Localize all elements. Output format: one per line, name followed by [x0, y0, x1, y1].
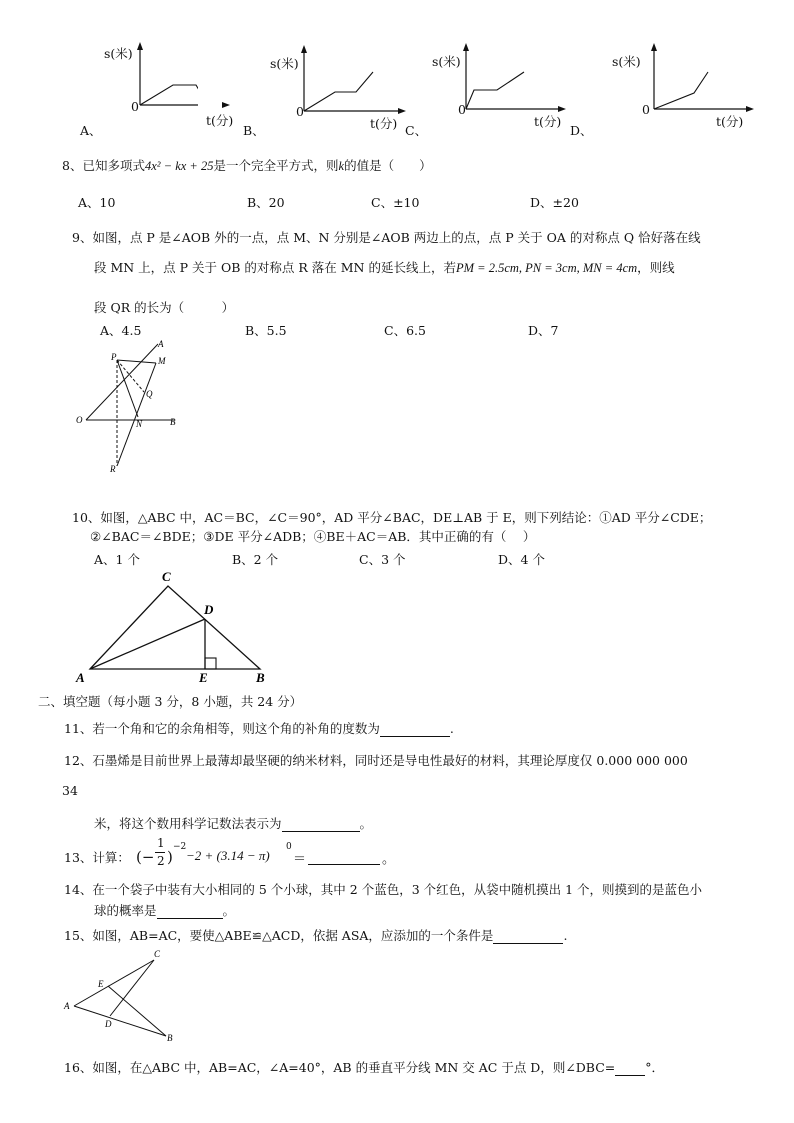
q11-end: .	[449, 721, 454, 736]
q15-figure	[60, 946, 190, 1046]
question-15	[64, 926, 567, 944]
q14-answer-blank[interactable]	[157, 903, 223, 919]
q9-option-a[interactable]: A、4.5	[100, 323, 142, 338]
q10-label-a: A	[76, 670, 85, 684]
graph-a-x-label: t(分)	[206, 113, 234, 128]
q8-option-c[interactable]: C、±10	[371, 195, 420, 210]
q12-line1: 12、石墨烯是目前世界上最薄却最坚硬的纳米材料，同时还是导电性最好的材料，其理论厚度仅 0.000 000 000	[64, 753, 688, 768]
q15-label-b: B	[167, 1033, 173, 1043]
q8-tail: 的值是（ ）	[344, 158, 432, 173]
q12-end: 。	[359, 816, 373, 831]
q16-text: 16、如图，在△ABC 中，AB=AC，∠A=40°，AB 的垂直平分线 MN 交 AC 于点 D，则∠DBC=	[64, 1060, 616, 1075]
q15-text: 15、如图，AB=AC，要使△ABE≌△ACD，依据 ASA，应添加的一个条件是	[64, 928, 494, 943]
q9-option-c[interactable]: C、6.5	[384, 323, 426, 338]
q10-line1: 10、如图，△ABC 中，AC＝BC，∠C＝90°，AD 平分∠BAC，DE⊥AB 于 E，则下列结论：①AD 平分∠CDE；	[72, 510, 712, 525]
q9-line1: 9、如图，点 P 是∠AOB 外的一点，点 M、N 分别是∠AOB 两边上的点，点 P 关于 OA 的对称点 Q 恰好落在线	[72, 230, 701, 245]
graph-b-option-label: B、	[243, 123, 265, 138]
q13-denominator: 2	[157, 854, 165, 868]
question-8	[62, 156, 432, 174]
q14-line2	[94, 901, 235, 919]
q9-label-m: M	[158, 356, 166, 366]
q10-option-c[interactable]: C、3 个	[359, 552, 406, 567]
section-2-title: 二、填空题（每小题 3 分，8 小题，共 24 分）	[38, 694, 303, 709]
q9-label-q: Q	[146, 389, 153, 399]
q8-option-d[interactable]: D、±20	[530, 195, 579, 210]
graph-d-x-label: t(分)	[716, 114, 744, 129]
q13-right-paren: )	[167, 848, 173, 866]
q8-option-b[interactable]: B、20	[247, 195, 285, 210]
graph-c	[452, 38, 582, 130]
question-16	[64, 1058, 664, 1076]
q11-text: 11、若一个角和它的余角相等，则这个角的补角的度数为	[64, 721, 380, 736]
graph-b-x-label: t(分)	[370, 116, 398, 131]
q10-line2: ②∠BAC＝∠BDE；③DE 平分∠ADB；④BE＋AC＝AB．其中正确的有（ ）	[90, 529, 536, 544]
q8-prefix: 8、已知多项式	[62, 158, 145, 173]
graph-b-origin: 0	[296, 104, 304, 119]
q10-option-d[interactable]: D、4 个	[498, 552, 545, 567]
q9-line2	[94, 258, 675, 276]
q10-figure	[72, 568, 272, 684]
graph-c-origin: 0	[458, 102, 466, 117]
q8-suffix: 是一个完全平方式，则	[213, 158, 339, 173]
graph-b-y-label: s(米)	[270, 56, 299, 71]
q9-measurements: PM = 2.5cm, PN = 3cm, MN = 4cm	[455, 261, 638, 275]
q13-end: 。	[382, 852, 396, 867]
q13-left-paren: (−	[136, 848, 155, 866]
graph-c-option-label: C、	[405, 123, 428, 138]
q15-label-d: D	[105, 1019, 112, 1029]
graph-c-x-label: t(分)	[534, 114, 562, 129]
q16-end: °．	[645, 1060, 665, 1075]
graph-d-option-label: D、	[570, 123, 593, 138]
q15-answer-blank[interactable]	[493, 928, 563, 944]
q9-label-r: R	[110, 464, 116, 474]
q9-figure	[70, 338, 190, 478]
q9-option-d[interactable]: D、7	[528, 323, 559, 338]
q11-answer-blank[interactable]	[380, 721, 450, 737]
q15-label-a: A	[64, 1001, 70, 1011]
q13-exponent-1: −2	[173, 842, 187, 852]
q14-end: 。	[222, 903, 236, 918]
q14-line1: 14、在一个袋子中装有大小相同的 5 个小球，其中 2 个蓝色，3 个红色，从袋中随机摸出 1 个，则摸到的是蓝色小	[64, 882, 703, 897]
q10-option-b[interactable]: B、2 个	[232, 552, 279, 567]
q13-rest: −2 + (3.14 − π)	[186, 848, 270, 863]
q10-option-a[interactable]: A、1 个	[94, 552, 140, 567]
q8-expression: 4x² − kx + 25	[144, 159, 214, 173]
q8-option-a[interactable]: A、10	[78, 195, 116, 210]
q13-answer-blank[interactable]	[308, 848, 380, 865]
q12-answer-blank[interactable]	[282, 816, 360, 832]
q13-numerator: 1	[157, 836, 165, 850]
graph-a-option-label: A、	[80, 123, 102, 138]
q9-label-o: O	[76, 415, 83, 425]
q9-label-n: N	[136, 419, 143, 429]
q15-label-c: C	[154, 949, 161, 959]
graph-d-y-label: s(米)	[612, 54, 641, 69]
q8-variable: k	[338, 159, 345, 173]
q12-line3-text: 米，将这个数用科学记数法表示为	[94, 816, 282, 831]
graph-a-y-label: s(米)	[104, 46, 133, 61]
graph-d	[640, 38, 770, 130]
q14-line2-text: 球的概率是	[94, 903, 157, 918]
q10-label-e: E	[199, 670, 208, 684]
q10-label-d: D	[204, 602, 214, 617]
q10-label-b: B	[256, 670, 265, 684]
q9-option-b[interactable]: B、5.5	[245, 323, 287, 338]
q16-answer-blank[interactable]	[615, 1060, 645, 1076]
q9-label-a: A	[158, 339, 164, 349]
q9-label-p: P	[111, 352, 117, 362]
q13-exponent-2: 0	[286, 842, 292, 852]
q10-label-c: C	[162, 569, 171, 584]
graph-d-origin: 0	[642, 102, 650, 117]
question-11	[64, 719, 454, 737]
q15-end: .	[563, 928, 568, 943]
q9-line2-text-b: ，则线	[637, 260, 675, 275]
graph-a-origin: 0	[131, 99, 139, 114]
q13-prefix: 13、计算：	[64, 850, 130, 865]
q13-equals: ＝	[293, 852, 307, 867]
q9-line3: 段 QR 的长为（ ）	[94, 300, 235, 315]
graph-b	[290, 40, 420, 132]
q9-line2-text-a: 段 MN 上，点 P 关于 OB 的对称点 R 落在 MN 的延长线上，若	[94, 260, 456, 275]
graph-c-y-label: s(米)	[432, 54, 461, 69]
q15-label-e: E	[98, 979, 104, 989]
q12-line3	[94, 814, 372, 832]
q12-line2: 34	[62, 783, 78, 798]
q9-label-b: B	[170, 417, 176, 427]
q13-fraction-bar	[155, 852, 165, 853]
